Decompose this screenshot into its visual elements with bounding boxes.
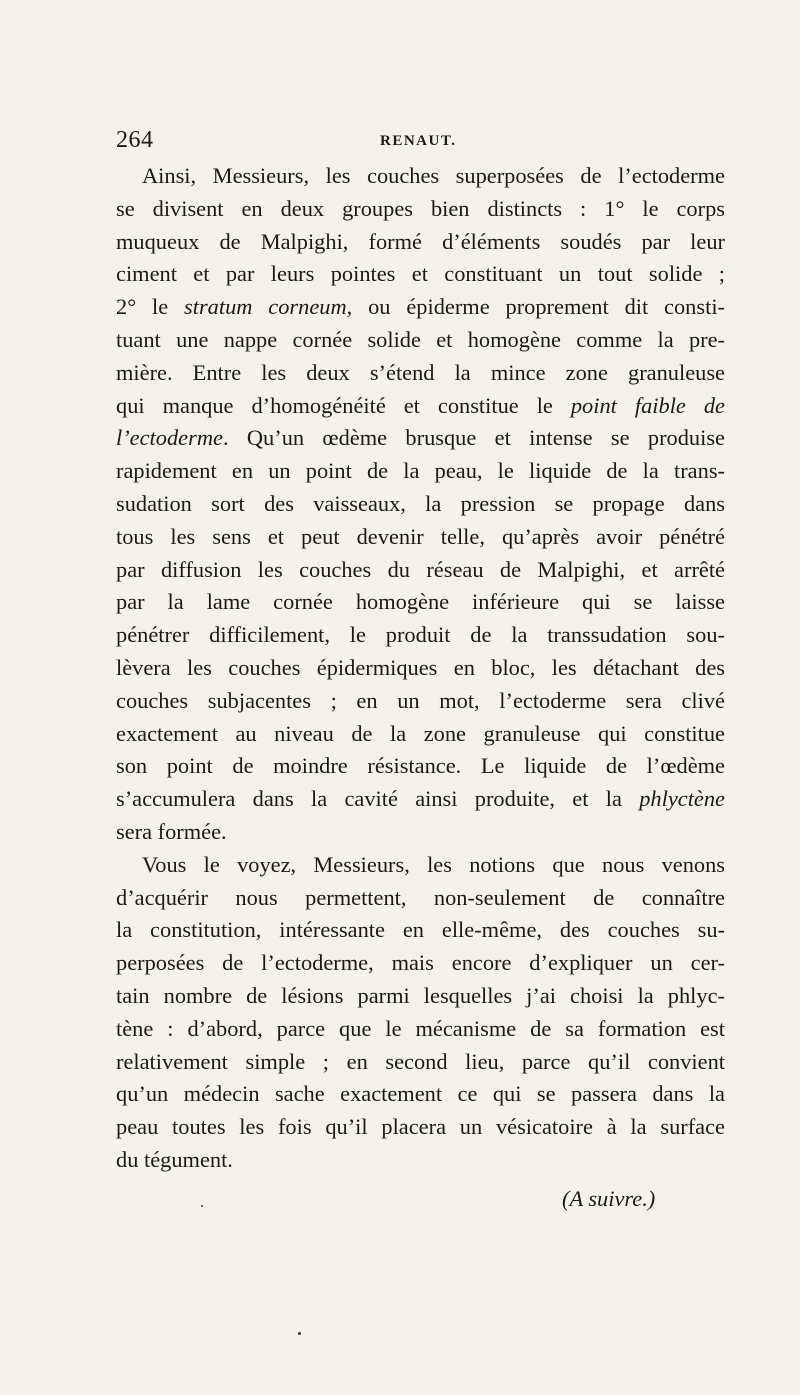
text-line: perposées de l’ectoderme, mais encore d’expliquer un cer- (116, 950, 725, 976)
text-line: qu’un médecin sache exactement ce qui se passera dans la (116, 1081, 725, 1107)
text-line: la constitution, intéressante en elle-même, des couches su- (116, 917, 725, 943)
paragraph (116, 160, 725, 849)
text-line: l’ectoderme. Qu’un œdème brusque et intense se produise (116, 425, 725, 451)
text-line: sera formée. (116, 818, 227, 844)
text-line: lèvera les couches épidermiques en bloc, les détachant des (116, 654, 725, 680)
text-line: tène : d’abord, parce que le mécanisme de sa formation est (116, 1015, 725, 1041)
text-line: Ainsi, Messieurs, les couches superposées de l’ectoderme (142, 163, 725, 188)
text-line: par diffusion les couches du réseau de Malpighi, et arrêté (116, 556, 725, 582)
text-line: pénétrer difficilement, le produit de la transsudation sou- (116, 622, 725, 648)
paragraph (116, 849, 725, 1177)
page-number: 264 (116, 127, 154, 153)
text-line: ciment et par leurs pointes et constituant un tout solide ; (116, 261, 725, 287)
italic-term: l’ectoderme (116, 425, 223, 451)
text-line: exactement au niveau de la zone granuleuse qui constitue (116, 720, 725, 746)
text-line: Vous le voyez, Messieurs, les notions que nous venons (142, 851, 725, 877)
text-line: son point de moindre résistance. Le liquide de l’œdème (116, 753, 725, 779)
text-line: d’acquérir nous permettent, non-seulement de connaître (116, 884, 725, 910)
text-line: peau toutes les fois qu’il placera un vésicatoire à la surface (116, 1114, 725, 1140)
text-line: rapidement en un point de la peau, le liquide de la trans- (116, 458, 725, 484)
italic-term: point faible de (570, 392, 725, 418)
italic-term: phlyctène (639, 786, 725, 812)
text-line: du tégument. (116, 1146, 233, 1172)
text-line: tain nombre de lésions parmi lesquelles j’ai choisi la phlyc- (116, 982, 725, 1008)
text-line: par la lame cornée homogène inférieure qui se laisse (116, 589, 725, 615)
text-line: qui manque d’homogénéité et constitue le point faible de (116, 392, 725, 418)
text-line: se divisent en deux groupes bien distincts : 1° le corps (116, 195, 725, 221)
text-line: s’accumulera dans la cavité ainsi produite, et la phlyctène (116, 786, 725, 812)
text-line: tuant une nappe cornée solide et homogène comme la pre- (116, 326, 725, 352)
print-speck (298, 1332, 301, 1335)
text-line: mière. Entre les deux s’étend la mince zone granuleuse (116, 359, 725, 385)
text-line: tous les sens et peut devenir telle, qu’après avoir pénétré (116, 523, 725, 549)
text-line: 2° le stratum corneum, ou épiderme proprement dit consti- (116, 294, 725, 320)
text-line: muqueux de Malpighi, formé d’éléments soudés par leur (116, 228, 725, 254)
body-text (116, 160, 725, 1177)
text-line: sudation sort des vaisseaux, la pression se propage dans (116, 490, 725, 516)
text-line: couches subjacentes ; en un mot, l’ectoderme sera clivé (116, 687, 725, 713)
running-head: RENAUT. (380, 133, 457, 149)
text-line: relativement simple ; en second lieu, parce qu’il convient (116, 1048, 725, 1074)
print-speck (201, 1205, 203, 1207)
to-be-continued: (A suivre.) (562, 1186, 656, 1211)
italic-term: stratum corneum (184, 294, 347, 320)
page-header (116, 127, 724, 159)
